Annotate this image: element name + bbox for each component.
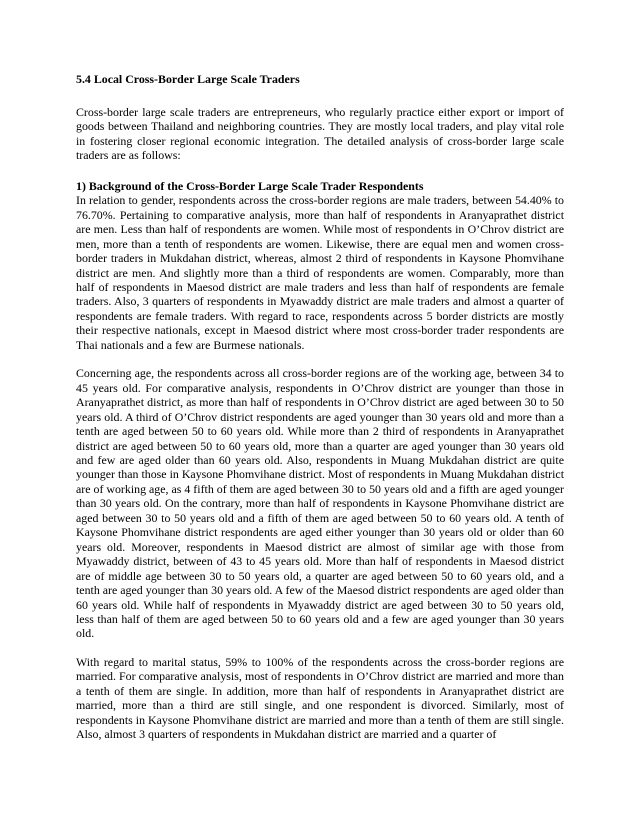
marital-status-paragraph: With regard to marital status, 59% to 100% of the respondents across the cross-border regions are married. For comparative analysis, most of respondents in O’Chrov district are married and more than a tenth of them are single. In addition, more than half of respondents in Aranyaprathet district are married, more than a third are still single, and one respondent is divorced. Similarly, most of respondents in Kaysone Phomvihane district are married and more than a tenth of them are still single. Also, almost 3 quarters of respondents in Mukdahan district are married and a quarter of <box>76 654 564 742</box>
subheading: 1) Background of the Cross-Border Large Scale Trader Respondents <box>76 178 424 193</box>
intro-paragraph: Cross-border large scale traders are entrepreneurs, who regularly practice either export or import of goods between Thailand and neighboring countries. They are mostly local traders, and play vital role in fostering closer regional economic integration. The detailed analysis of cross-border large scale traders are as follows: <box>76 105 564 163</box>
gender-paragraph: In relation to gender, respondents across the cross-border regions are male traders, between 54.40% to 76.70%. Pertaining to comparative analysis, more than half of respondents in Aranyaprathet district are men. Less than half of respondents are women. While most of respondents in O’Chrov district are men, more than a tenth of respondents are women. Likewise, there are equal men and women cross-border traders in Mukdahan district, whereas, almost 2 third of respondents in Kaysone Phomvihane district are men. And slightly more than a third of respondents are women. Comparably, more than half of respondents in Maesod district are male traders and less than half of respondents are female traders. Also, 3 quarters of respondents in Myawaddy district are male traders and almost a quarter of respondents are female traders. With regard to race, respondents across 5 border districts are mostly their respective nationals, except in Maesod district where most cross-border trader respondents are Thai nationals and a few are Burmese nationals. <box>76 193 564 352</box>
document-page <box>76 72 564 758</box>
age-paragraph: Concerning age, the respondents across all cross-border regions are of the working age, between 34 to 45 years old. For comparative analysis, respondents in O’Chrov district are younger than those in Aranyaprathet district, as more than half of respondents in O’Chrov district are aged between 30 to 50 years old. A third of O’Chrov district respondents are aged younger than 30 years old and more than a tenth are aged between 50 to 60 years old. While more than 2 third of respondents in Aranyaprathet district are aged between 50 to 60 years old, more than a quarter are aged younger than 30 years old and few are aged older than 60 years old. Also, respondents in Muang Mukdahan district are quite younger than those in Kaysone Phomvihane district. Most of respondents in Muang Mukdahan district are of working age, as 4 fifth of them are aged between 30 to 50 years old and a fifth are aged younger than 30 years old. On the contrary, more than half of respondents in Kaysone Phomvihane district are aged between 30 to 50 years old and a fifth of them are aged between 50 to 60 years old. A tenth of Kaysone Phomvihane district respondents are aged either younger than 30 years old or older than 60 years old. Moreover, respondents in Maesod district are almost of similar age with those from Myawaddy district, between of 43 to 45 years old. More than half of respondents in Maesod district are of middle age between 30 to 50 years old, a quarter are aged between 50 to 60 years old, and a tenth are aged younger than 30 years old. A few of the Maesod district respondents are aged older than 60 years old. While half of respondents in Myawaddy district are aged between 30 to 50 years old, less than half of them are aged between 50 to 60 years old and a few are aged younger than 30 years old. <box>76 366 564 641</box>
section-title: 5.4 Local Cross-Border Large Scale Traders <box>76 72 300 86</box>
